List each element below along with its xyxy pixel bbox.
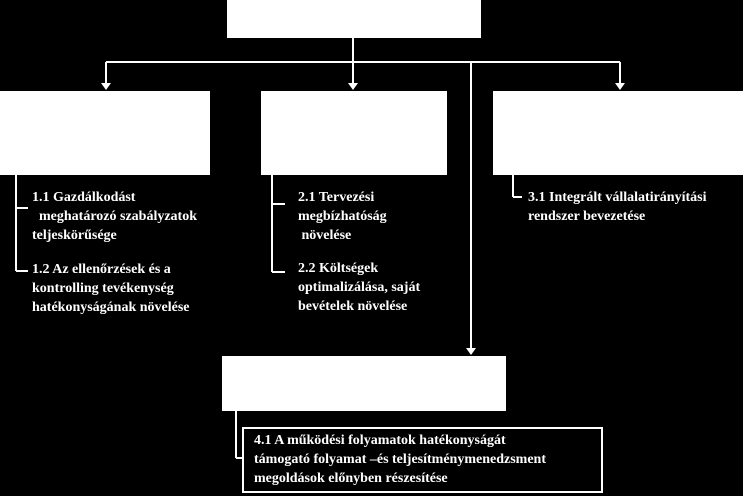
item-4-1: 4.1 A működési folyamatok hatékonyságát támogató folyamat –és teljesítménymenedzsment megoldások előnyben részesítése	[254, 433, 546, 486]
item-1-1: 1.1 Gazdálkodást meghatározó szabályzatok teljeskörűsége	[32, 190, 197, 243]
branch2-box	[261, 91, 447, 175]
branch1-box	[0, 91, 210, 175]
item-3-1: 3.1 Integrált vállalatirányítási rendszer bevezetése	[528, 190, 707, 224]
item-2-2: 2.2 Költségek optimalizálása, saját bevételek növelése	[298, 261, 421, 314]
branch4-box	[222, 356, 506, 411]
top-box	[227, 0, 481, 38]
item-1-2: 1.2 Az ellenőrzések és a kontrolling tevékenység hatékonyságának növelése	[32, 262, 190, 315]
branch3-box	[493, 91, 743, 175]
item-2-1: 2.1 Tervezési megbízhatóság növelése	[298, 190, 387, 243]
